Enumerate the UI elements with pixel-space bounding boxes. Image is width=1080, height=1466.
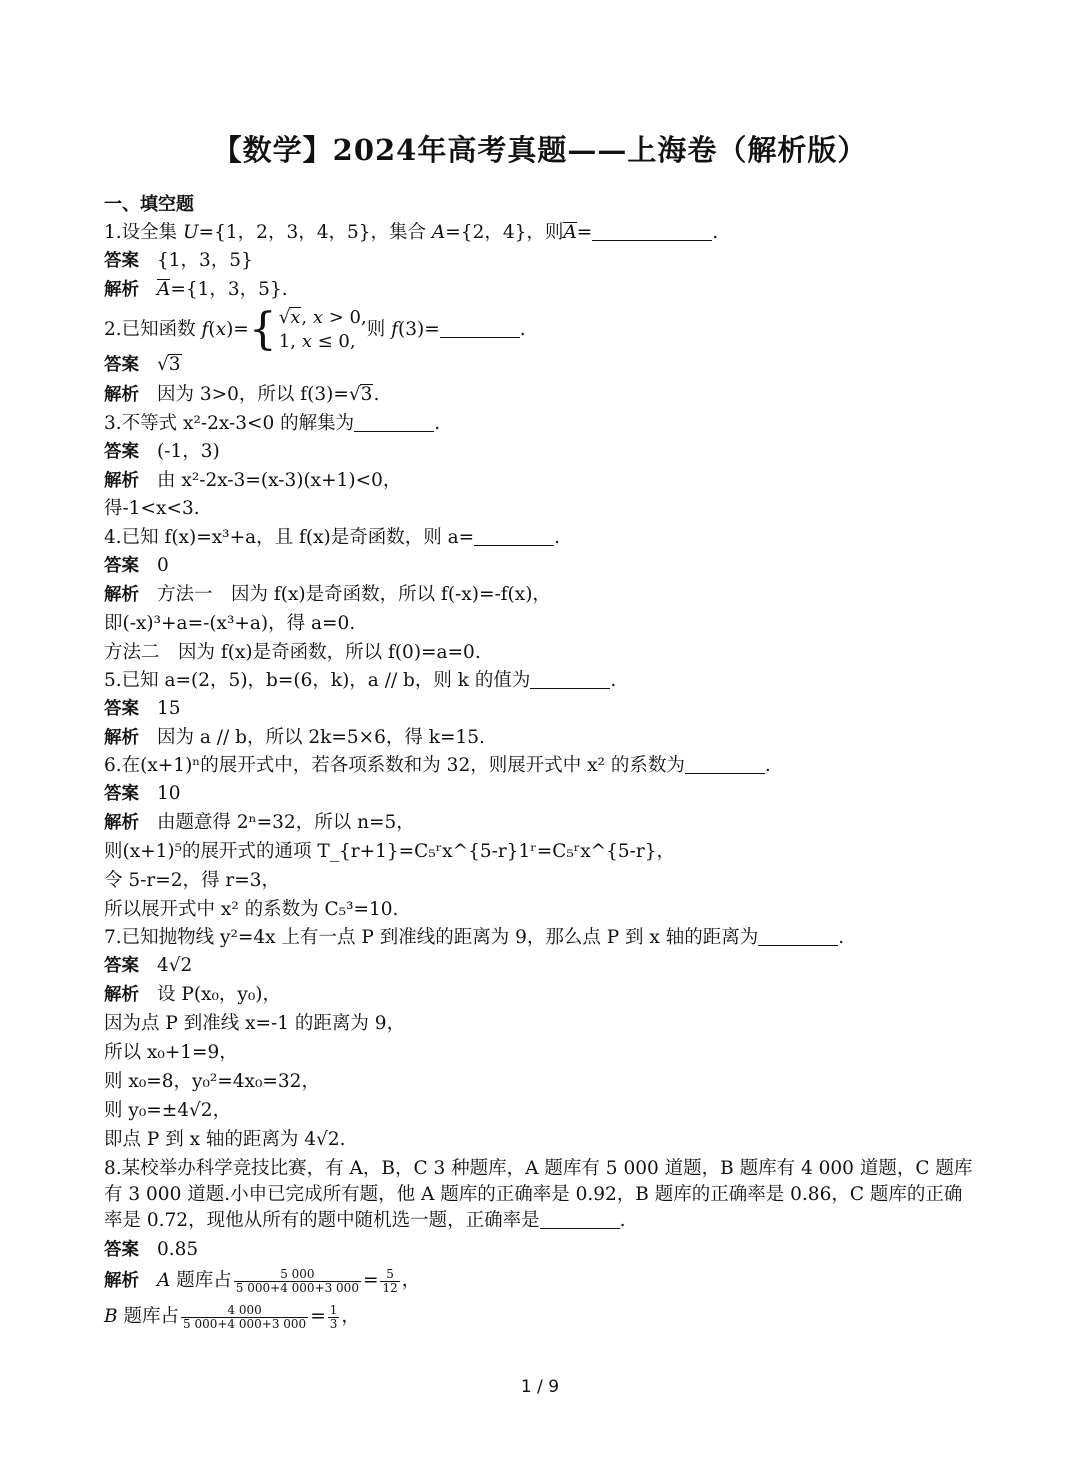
analysis-6-line-2: 则(x+1)⁵的展开式的通项 T_{r+1}=C₅ʳx^{5-r}1ʳ=C₅ʳx^{5-r}， (104, 841, 676, 862)
question-6: 6.在(x+1)ⁿ的展开式中，若各项系数和为 32，则展开式中 x² 的系数为 . (104, 755, 771, 776)
analysis-1: 解析 A={1，3，5}. (104, 279, 288, 300)
analysis-6-line-3: 令 5-r=2，得 r=3， (104, 870, 281, 891)
analysis-8-line-2: B 题库占 $\frac{4 000}{5 000+4 000+3 000}$ = $\frac{1}{3}$ ， (104, 1302, 360, 1331)
question-8: 8.某校举办科学竞技比赛，有 A，B，C 3 种题库，A 题库有 5 000 道题，B 题库有 4 000 道题，C 题库有 3 000 道题.小申已完成所有题，他 A 题库的正确率是 0.92，B 题库的正确率是 0.86，C 题库的正确率是 0.72，现他从所有的题中随机选一题，正确率是 . (104, 1158, 973, 1231)
analysis-4: 解析 方法一 因为 f(x)是奇函数，所以 f(-x)=-f(x)， (104, 584, 551, 605)
document-title: 【数学】2024年高考真题——上海卷（解析版） (212, 133, 868, 167)
analysis-7-line-4: 则 x₀=8，y₀²=4x₀=32， (104, 1071, 320, 1092)
analysis-3: 解析 由 x²-2x-3=(x-3)(x+1)<0， (104, 470, 402, 491)
analysis-7: 解析 设 P(x₀，y₀)， (104, 984, 281, 1005)
analysis-7-line-3: 所以 x₀+1=9， (104, 1042, 238, 1063)
question-1: 1.设全集 U={1，2，3，4，5}，集合 A={2，4}，则A= . (104, 222, 719, 243)
question-7: 7.已知抛物线 y²=4x 上有一点 P 到准线的距离为 9，那么点 P 到 x 轴的距离为 . (104, 927, 845, 948)
answer-2: 答案 √3 (104, 354, 181, 375)
analysis-6-line-4: 所以展开式中 x² 的系数为 C₅³=10. (104, 899, 399, 920)
analysis-7-line-6: 即点 P 到 x 轴的距离为 4√2. (104, 1129, 346, 1150)
question-3: 3.不等式 x²-2x-3<0 的解集为 . (104, 413, 441, 434)
analysis-2: 解析 因为 3>0，所以 f(3)=√3. (104, 384, 380, 405)
analysis-3-line-2: 得-1<x<3. (104, 498, 200, 519)
answer-3: 答案 (-1，3) (104, 441, 220, 462)
question-5: 5.已知 a=(2，5)，b=(6，k)，a // b，则 k 的值为 . (104, 670, 617, 691)
question-4: 4.已知 f(x)=x³+a，且 f(x)是奇函数，则 a= . (104, 527, 561, 548)
analysis-4-line-3: 方法二 因为 f(x)是奇函数，所以 f(0)=a=0. (104, 642, 481, 663)
analysis-6: 解析 由题意得 2ⁿ=32，所以 n=5， (104, 812, 415, 833)
answer-7: 答案 4√2 (104, 955, 193, 976)
analysis-5: 解析 因为 a // b，所以 2k=5×6，得 k=15. (104, 727, 485, 748)
analysis-8: 解析 A 题库占 $\frac{5 000}{5 000+4 000+3 000}$ = $\frac{5}{12}$ ， (104, 1266, 421, 1295)
answer-8: 答案 0.85 (104, 1239, 199, 1260)
answer-1: 答案 {1，3，5} (104, 250, 253, 271)
analysis-7-line-2: 因为点 P 到准线 x=-1 的距离为 9， (104, 1013, 406, 1034)
answer-5: 答案 15 (104, 698, 181, 719)
answer-4: 答案 0 (104, 555, 169, 576)
analysis-4-line-2: 即(-x)³+a=-(x³+a)，得 a=0. (104, 613, 356, 634)
analysis-7-line-5: 则 y₀=±4√2， (104, 1100, 232, 1121)
question-2: 2.已知函数 f(x)={ √x, x > 0, 1, x ≤ 0, 则 f(3)= . (104, 304, 526, 355)
section-heading: 一、填空题 (104, 194, 194, 215)
page-number: 1 / 9 (520, 1377, 560, 1397)
answer-6: 答案 10 (104, 783, 181, 804)
